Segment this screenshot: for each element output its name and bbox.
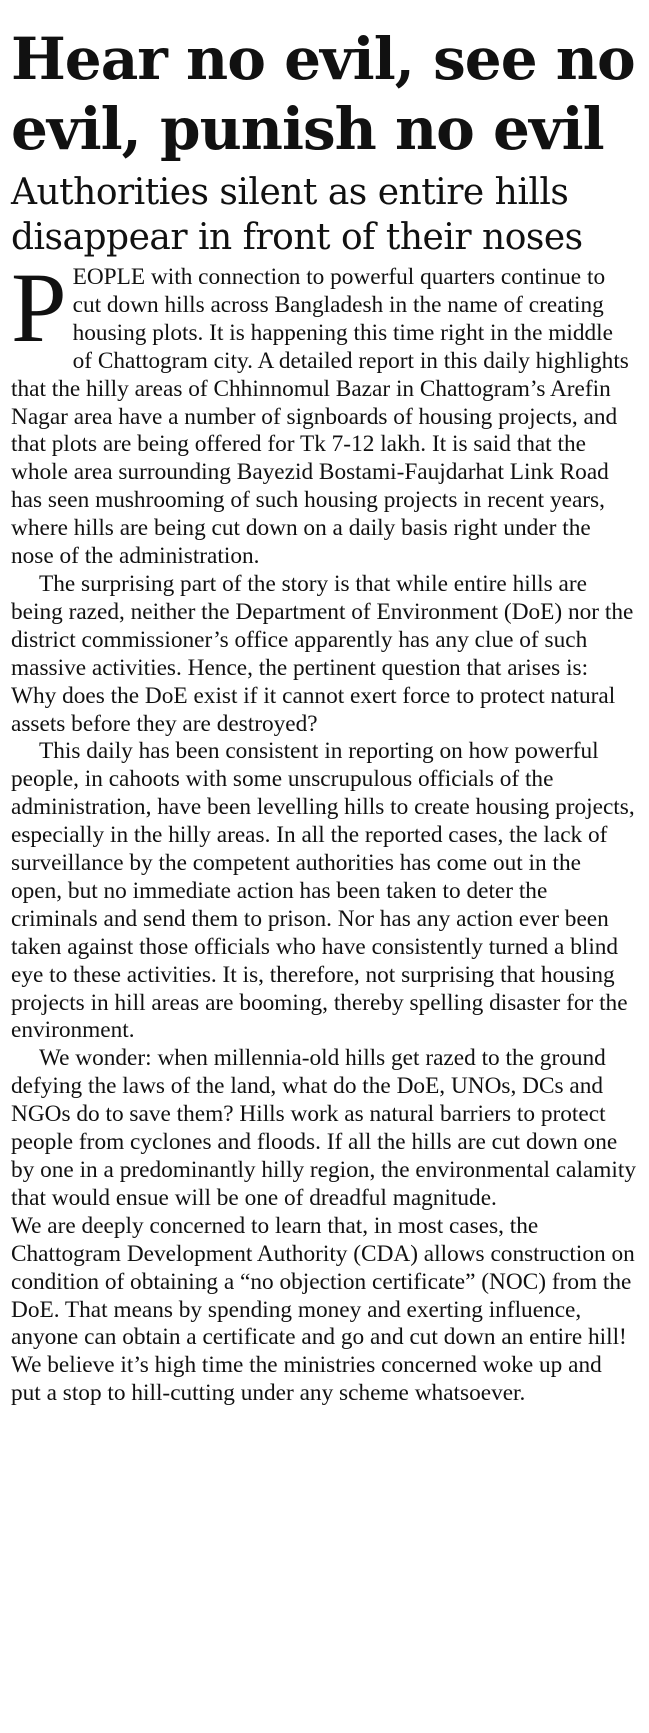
headline: Hear no evil, see no evil, punish no evil	[11, 25, 635, 163]
paragraph-5: We are deeply concerned to learn that, in most cases, the Chattogram Development Authority (CDA) allows construction on condition of obtaining a “no objection certificate” (NOC) from the DoE. That means by spending money and exerting influence, anyone can obtain a certificate and go and cut down an entire hill! We believe it’s high time the ministries concerned woke up and put a stop to hill-cutting under any scheme whatsoever.	[11, 1212, 635, 1407]
paragraph-4: We wonder: when millennia-old hills get razed to the ground defying the laws of the land, what do the DoE, UNOs, DCs and NGOs do to save them? Hills work as natural barriers to protect people from cyclones and floods. If all the hills are cut down one by one in a predominantly hilly region, the environmental calamity that would ensue will be one of dreadful magnitude.	[11, 1045, 636, 1211]
paragraph-3: This daily has been consistent in reporting on how powerful people, in cahoots with some unscrupulous officials of the administration, have been levelling hills to create housing projects, especially in the hilly areas. In all the reported cases, the lack of surveillance by the competent authorities has come out in the open, but no immediate action has been taken to deter the criminals and send them to prison. Nor has any action ever been taken against those officials who have consistently turned a blind eye to these activities. It is, therefore, not surprising that housing projects in hill areas are booming, thereby spelling disaster for the environment.	[11, 738, 635, 1044]
drop-cap: P	[11, 252, 67, 363]
paragraph-1-text: EOPLE with connection to powerful quarters continue to cut down hills across Bangladesh in the name of creating housing plots. It is happening this time right in the middle of Chattogram city. A detailed report in this daily highlights that the hilly areas of Chhinnomul Bazar in Chattogram’s Arefin Nagar area have a number of signboards of housing projects, and that plots are being offered for Tk 7-12 lakh. It is said that the whole area surrounding Bayezid Bostami-Faujdarhat Link Road has seen mushrooming of such housing projects in recent years, where hills are being cut down on a daily basis right under the nose of the administration.	[11, 264, 629, 570]
article-body	[11, 252, 637, 1408]
subheadline: Authorities silent as entire hills disappear in front of their noses	[11, 172, 583, 258]
paragraph-2: The surprising part of the story is that while entire hills are being razed, neither the Department of Environment (DoE) nor the district commissioner’s office apparently has any clue of such massive activities. Hence, the pertinent question that arises is: Why does the DoE exist if it cannot exert force to protect natural assets before they are destroyed?	[11, 570, 634, 737]
paragraph-1	[11, 252, 637, 571]
